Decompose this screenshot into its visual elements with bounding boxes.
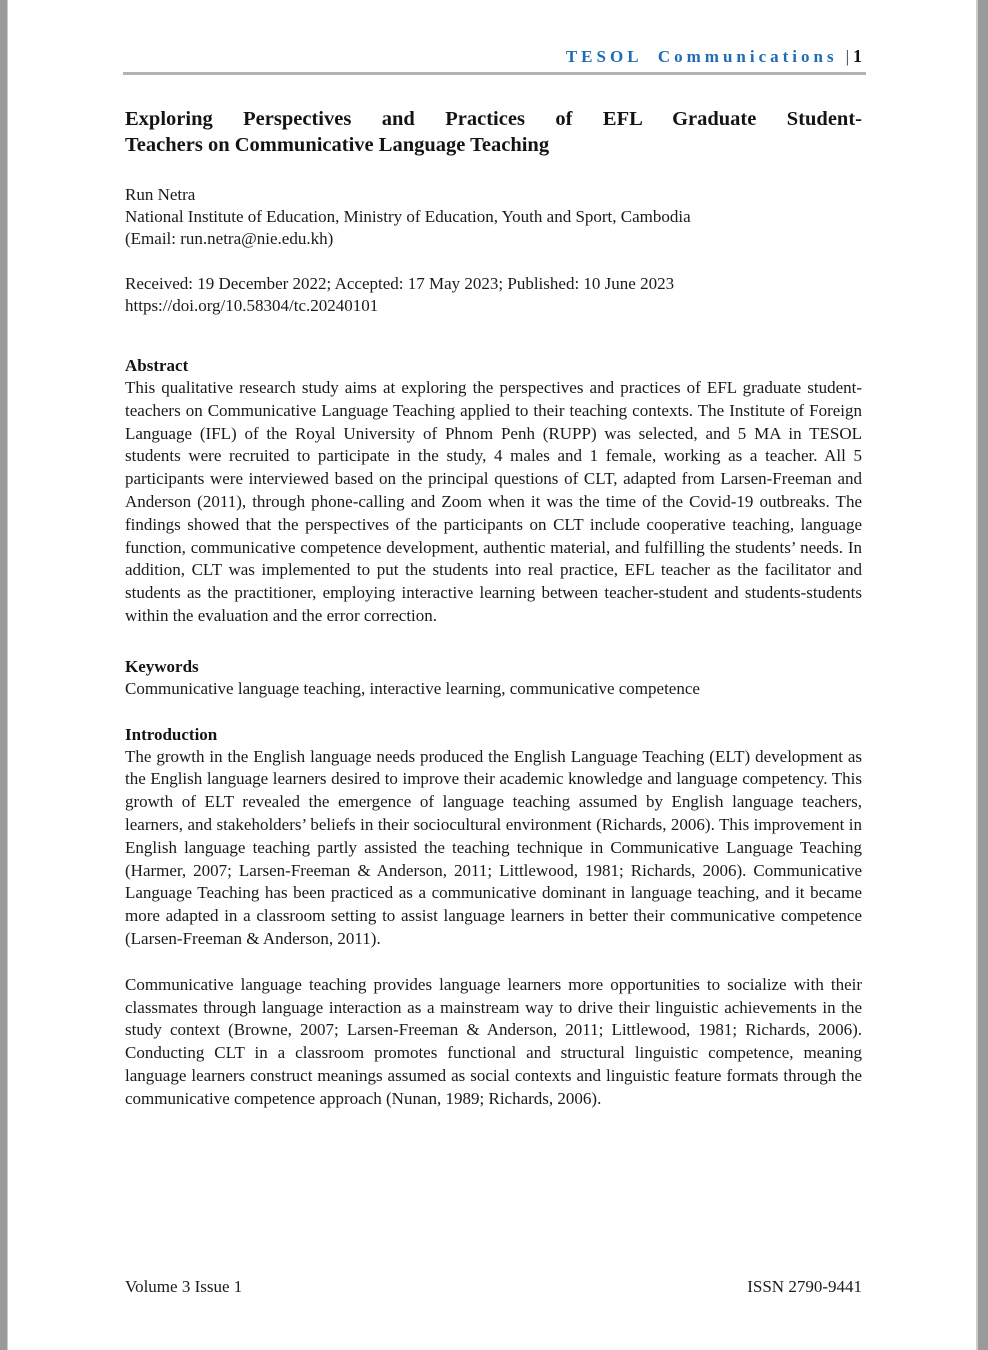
keywords-body: Communicative language teaching, interactive learning, communicative competence <box>125 678 700 698</box>
abstract-body: This qualitative research study aims at exploring the perspectives and practices of EFL graduate student-teachers on Communicative Language Teaching applied to their teaching contexts. The Institute of Foreign Language (IFL) of the Royal University of Phnom Penh (RUPP) was selected, and 5 MA in TESOL students were recruited to participate in the study, 4 males and 1 female, working as a teacher. All 5 participants were interviewed based on the principal questions of CLT, adapted from Larsen-Freeman and Anderson (2011), through phone-calling and Zoom when it was the time of the Covid-19 outbreaks. The findings showed that the perspectives of the participants on CLT include cooperative teaching, language function, communicative competence development, authentic material, and fulfilling the students’ needs. In addition, CLT was implemented to put the students into real practice, EFL teacher as the facilitator and students as the practitioner, employing interactive learning between teacher-student and students-students within the evaluation and the error correction. <box>125 378 862 625</box>
page-number: 1 <box>853 46 862 66</box>
journal-name: TESOL Communications <box>565 47 838 66</box>
author-name: Run Netra <box>125 185 196 204</box>
viewer-left-edge <box>0 0 8 1350</box>
author-block <box>125 184 862 250</box>
page-footer <box>125 1276 862 1298</box>
received-accepted-published-line: Received: 19 December 2022; Accepted: 17 May 2023; Published: 10 June 2023 <box>125 274 675 293</box>
header-separator: | <box>845 47 849 66</box>
page-content <box>125 0 862 1111</box>
article-title-line-1: Exploring Perspectives and Practices of EFL Graduate Student- <box>125 108 862 130</box>
keywords-heading: Keywords <box>125 656 199 676</box>
scrollbar-track[interactable] <box>976 0 988 1350</box>
author-affiliation: National Institute of Education, Ministry of Education, Youth and Sport, Cambodia <box>125 207 691 226</box>
introduction-paragraph-1: The growth in the English language needs produced the English Language Teaching (ELT) development as the English language learners desired to improve their academic knowledge and language competency. This growth of ELT revealed the emergence of language teaching assumed by English language teachers, learners, and stakeholders’ beliefs in their sociocultural environment (Richards, 2006). This improvement in English language teaching partly assisted the teaching technique in Communicative Language Teaching (Harmer, 2007; Larsen-Freeman & Anderson, 2011; Littlewood, 1981; Richards, 2006). Communicative Language Teaching has been practiced as a communicative dominant in language teaching, and it became more adapted in a classroom setting to assist language learners in better their communicative competence (Larsen-Freeman & Anderson, 2011). <box>125 746 862 948</box>
footer-volume-issue: Volume 3 Issue 1 <box>125 1277 243 1296</box>
introduction-heading: Introduction <box>125 724 218 744</box>
journal-header <box>125 44 862 69</box>
abstract-heading: Abstract <box>125 356 189 375</box>
article-title <box>125 106 862 158</box>
introduction-paragraph-2: Communicative language teaching provides language learners more opportunities to socialize with their classmates through language interaction as a mainstream way to drive their linguistic achievements in the study context (Browne, 2007; Larsen-Freeman & Anderson, 2011; Littlewood, 1981; Richards, 2006). Conducting CLT in a classroom promotes functional and structural linguistic competence, meaning language learners construct meanings assumed as social contexts and linguistic feature formats through the communicative competence approach (Nunan, 1989; Richards, 2006). <box>125 974 862 1108</box>
doi-link[interactable]: https://doi.org/10.58304/tc.20240101 <box>125 296 379 315</box>
article-title-line-2: Teachers on Communicative Language Teaching <box>125 134 550 156</box>
publication-dates <box>125 273 862 317</box>
footer-issn: ISSN 2790-9441 <box>747 1277 862 1296</box>
header-rule <box>123 72 866 75</box>
author-email: (Email: run.netra@nie.edu.kh) <box>125 229 334 248</box>
